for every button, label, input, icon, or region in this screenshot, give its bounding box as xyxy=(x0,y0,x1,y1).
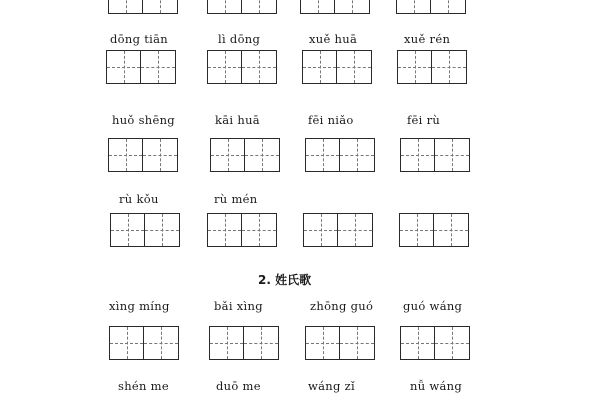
pinyin-label: wáng zǐ xyxy=(308,379,355,393)
writing-box[interactable] xyxy=(399,213,469,247)
writing-box[interactable] xyxy=(207,0,277,14)
writing-box[interactable] xyxy=(210,138,280,172)
writing-box[interactable] xyxy=(305,326,375,360)
pinyin-label: rù mén xyxy=(214,192,258,206)
writing-box[interactable] xyxy=(207,50,277,84)
writing-box[interactable] xyxy=(305,138,375,172)
pinyin-label: zhōng guó xyxy=(310,299,374,313)
writing-box[interactable] xyxy=(207,213,277,247)
writing-box[interactable] xyxy=(303,213,373,247)
writing-box[interactable] xyxy=(209,326,279,360)
pinyin-label: shén me xyxy=(118,379,169,393)
writing-box[interactable] xyxy=(400,138,470,172)
pinyin-label: rù kǒu xyxy=(119,192,159,206)
pinyin-label: guó wáng xyxy=(403,299,463,313)
writing-box[interactable] xyxy=(302,50,372,84)
writing-box[interactable] xyxy=(108,0,178,14)
pinyin-label: xuě rén xyxy=(404,32,451,46)
pinyin-label: duō me xyxy=(216,379,261,393)
writing-box[interactable] xyxy=(106,50,176,84)
writing-box[interactable] xyxy=(400,326,470,360)
writing-box[interactable] xyxy=(396,0,466,14)
pinyin-label: dōng tiān xyxy=(110,32,168,46)
writing-box[interactable] xyxy=(110,213,180,247)
writing-box[interactable] xyxy=(300,0,370,14)
writing-box[interactable] xyxy=(108,138,178,172)
writing-box[interactable] xyxy=(397,50,467,84)
pinyin-label: kāi huā xyxy=(215,113,260,127)
pinyin-label: bǎi xìng xyxy=(214,299,263,313)
writing-box[interactable] xyxy=(109,326,179,360)
pinyin-label: lì dōng xyxy=(218,32,261,46)
pinyin-label: xìng míng xyxy=(109,299,170,313)
pinyin-label: fēi niǎo xyxy=(308,113,354,127)
section-title: 2. 姓氏歌 xyxy=(258,273,312,287)
pinyin-label: fēi rù xyxy=(407,113,441,127)
pinyin-label: huǒ shēng xyxy=(112,113,175,127)
pinyin-label: xuě huā xyxy=(309,32,358,46)
pinyin-label: nǚ wáng xyxy=(410,379,463,393)
